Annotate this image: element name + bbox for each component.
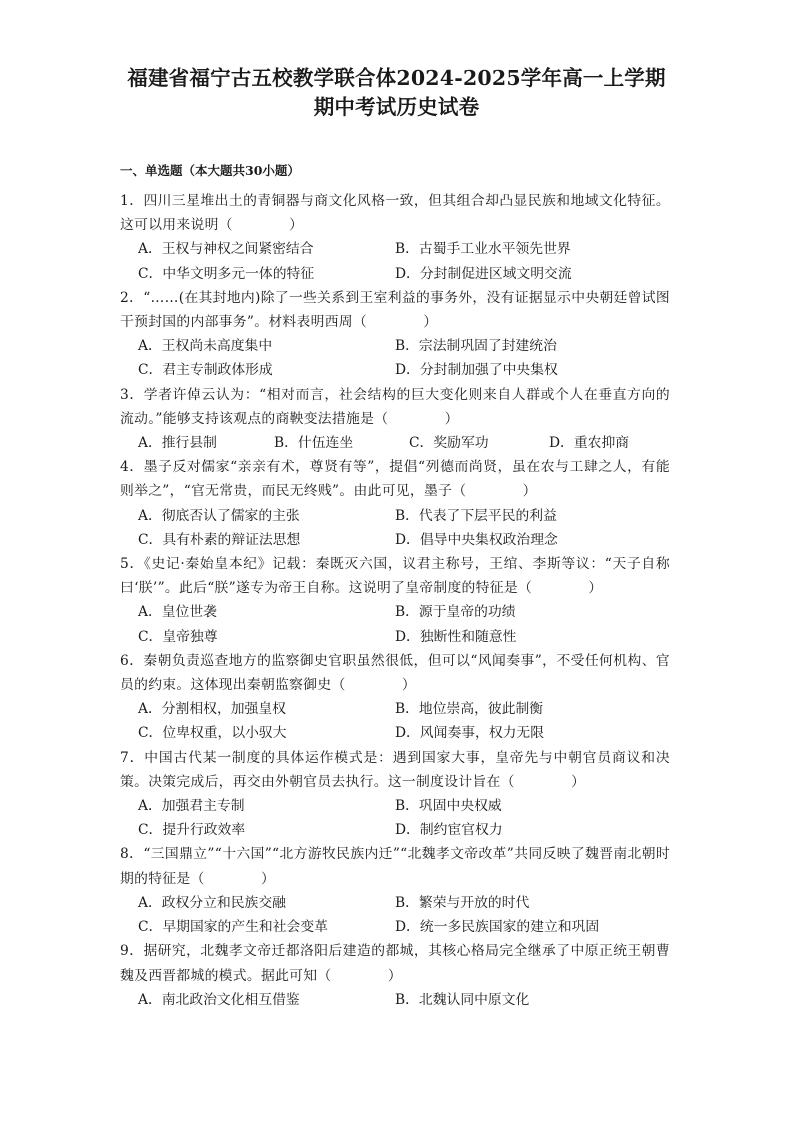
section-header: 一、单选题（本大题共30小题） (120, 163, 300, 178)
option-b[interactable]: B．古蜀手工业水平领先世界 (395, 241, 571, 258)
question-stem: 4．墨子反对儒家“亲亲有术，尊贤有等”，提倡“列德而尚贤，虽在农与工肆之人，有能则举之”，“官无常贵，而民无终贱”。由此可见，墨子（ ） (120, 459, 670, 500)
option-list (120, 431, 670, 455)
option-a[interactable]: A．王权与神权之间紧密结合 (138, 241, 314, 258)
option-c[interactable]: C．具有朴素的辩证法思想 (138, 531, 301, 548)
question-6 (120, 649, 670, 746)
option-c[interactable]: C．奖励军功 (409, 435, 489, 452)
option-b[interactable]: B．巩固中央权威 (395, 798, 502, 815)
option-a[interactable]: A．推行县制 (138, 435, 217, 452)
option-a[interactable]: A．皇位世袭 (138, 604, 217, 621)
question-list (120, 189, 670, 1012)
option-a[interactable]: A．彻底否认了儒家的主张 (138, 507, 300, 524)
title-line-2: 期中考试历史试卷 (313, 95, 480, 119)
option-c[interactable]: C．位卑权重，以小驭大 (138, 725, 287, 742)
option-d[interactable]: D．制约宦官权力 (395, 822, 503, 839)
option-b[interactable]: B．什伍连坐 (274, 435, 354, 452)
option-list (120, 794, 670, 842)
option-c[interactable]: C．中华文明多元一体的特征 (138, 265, 315, 282)
option-a[interactable]: A．王权尚未高度集中 (138, 338, 273, 355)
option-a[interactable]: A．政权分立和民族交融 (138, 894, 286, 911)
option-list (120, 988, 670, 1012)
option-list (120, 600, 670, 648)
question-stem: 2．“……(在其封地内)除了一些关系到王室利益的事务外，没有证据显示中央朝廷曾试图干预封国的内部事务”。材料表明西周（ ） (120, 289, 670, 331)
option-d[interactable]: D．风闻奏事，权力无限 (395, 725, 545, 742)
option-list (120, 237, 670, 285)
option-d[interactable]: D．独断性和随意性 (395, 628, 517, 645)
question-3 (120, 383, 670, 456)
exam-title (100, 64, 693, 122)
question-stem: 3．学者许倬云认为：“相对而言，社会结构的巨大变化则来自人群或个人在垂直方向的流动。”能够支持该观点的商鞅变法措施是（ ） (120, 386, 670, 427)
option-d[interactable]: D．统一多民族国家的建立和巩固 (395, 919, 600, 936)
question-stem: 1．四川三星堆出土的青铜器与商文化风格一致，但其组合却凸显民族和地域文化特征。这可以用来说明（ ） (120, 193, 670, 234)
option-list (120, 697, 670, 745)
option-c[interactable]: C．皇帝独尊 (138, 628, 218, 645)
option-list (120, 334, 670, 382)
option-b[interactable]: B．北魏认同中原文化 (395, 991, 530, 1008)
question-9 (120, 939, 670, 1012)
question-stem: 6．秦朝负责巡查地方的监察御史官职虽然很低，但可以“风闻奏事”，不受任何机构、官员的约束。这体现出秦朝监察御史（ ） (120, 652, 670, 694)
option-b[interactable]: B．代表了下层平民的利益 (395, 507, 557, 524)
option-d[interactable]: D．分封制加强了中央集权 (395, 362, 558, 379)
option-b[interactable]: B．宗法制巩固了封建统治 (395, 338, 557, 355)
question-stem: 9．据研究，北魏孝文帝迁都洛阳后建造的都城，其核心格局完全继承了中原正统王朝曹魏及西晋都城的模式。据此可知（ ） (120, 943, 670, 984)
option-d[interactable]: D．重农抑商 (549, 435, 630, 452)
option-a[interactable]: A．加强君主专制 (138, 798, 245, 815)
option-list (120, 891, 670, 939)
option-b[interactable]: B．地位崇高，彼此制衡 (395, 701, 544, 718)
option-b[interactable]: B．繁荣与开放的时代 (395, 894, 530, 911)
option-b[interactable]: B．源于皇帝的功绩 (395, 604, 516, 621)
question-7 (120, 746, 670, 843)
title-line-1: 福建省福宁古五校教学联合体2024-2025学年高一上学期 (127, 66, 666, 90)
question-5 (120, 552, 670, 649)
option-a[interactable]: A．分割相权，加强皇权 (138, 701, 286, 718)
question-stem: 7．中国古代某一制度的具体运作模式是：遇到国家大事，皇帝先与中朝官员商议和决策。决策完成后，再交由外朝官员去执行。这一制度设计旨在（ ） (120, 749, 670, 790)
question-8 (120, 842, 670, 939)
option-a[interactable]: A．南北政治文化相互借鉴 (138, 991, 300, 1008)
option-c[interactable]: C．早期国家的产生和社会变革 (138, 919, 328, 936)
option-d[interactable]: D．倡导中央集权政治理念 (395, 531, 558, 548)
question-1 (120, 189, 670, 286)
option-c[interactable]: C．君主专制政体形成 (138, 362, 273, 379)
option-list (120, 504, 670, 552)
question-stem: 8．“三国鼎立”“十六国”“北方游牧民族内迁”“北魏孝文帝改革”共同反映了魏晋南北朝时期的特征是（ ） (120, 846, 670, 887)
question-2 (120, 286, 670, 383)
question-stem: 5．《史记·秦始皇本纪》记载：秦既灭六国，议君主称号，王绾、李斯等议：“天子自称曰‘朕’”。此后“朕”遂专为帝王自称。这说明了皇帝制度的特征是（ ） (120, 556, 670, 597)
question-4 (120, 455, 670, 552)
option-d[interactable]: D．分封制促进区域文明交流 (395, 265, 572, 282)
option-c[interactable]: C．提升行政效率 (138, 822, 246, 839)
